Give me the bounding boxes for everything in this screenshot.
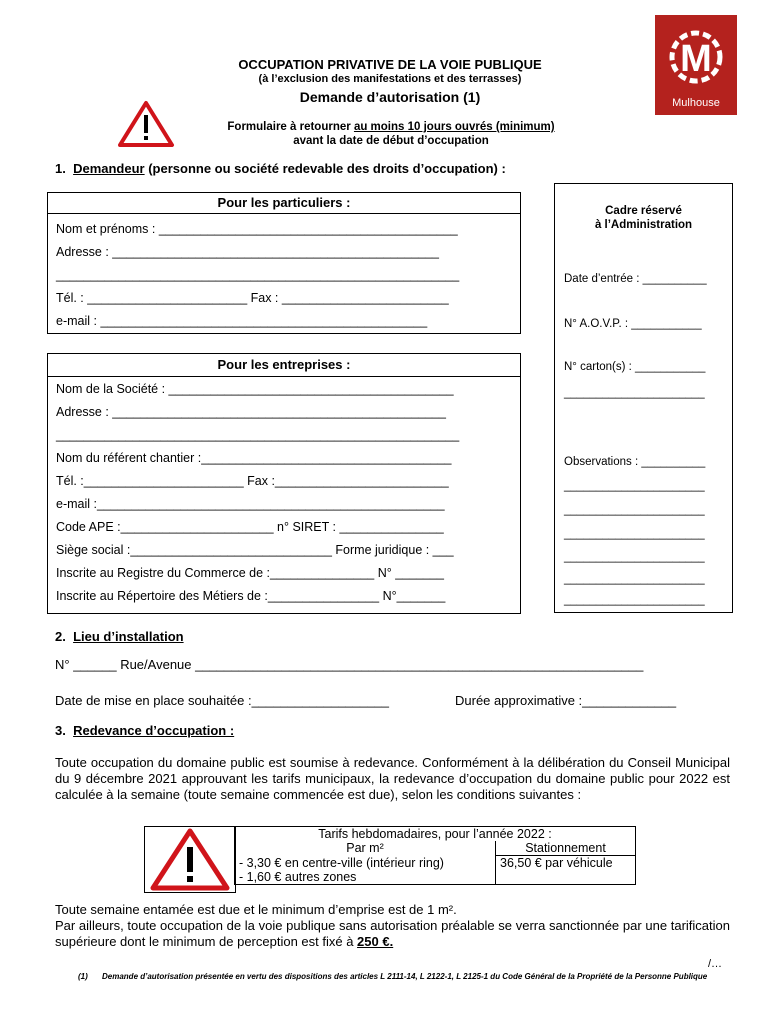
- particuliers-heading: Pour les particuliers :: [217, 195, 351, 210]
- admin-observations: Observations : __________: [564, 456, 706, 468]
- admin-line: ______________________: [564, 551, 705, 563]
- field-nom-societe[interactable]: Nom de la Société : _________________________________________: [56, 382, 454, 396]
- footnote-number: (1): [78, 972, 88, 981]
- field-date-mise-en-place[interactable]: Date de mise en place souhaitée :___________________: [55, 693, 389, 708]
- svg-text:M: M: [680, 38, 712, 80]
- tarif-col-stationnement: Stationnement: [496, 841, 636, 856]
- logo-text: Mulhouse: [672, 97, 720, 109]
- field-nom-prenoms[interactable]: Nom et prénoms : ___________________________________________: [56, 222, 458, 236]
- admin-line: ______________________: [564, 573, 705, 585]
- section2-heading: 2. Lieu d’installation: [55, 629, 184, 644]
- field-repertoire-metiers[interactable]: Inscrite au Répertoire des Métiers de :________________ N°_______: [56, 589, 446, 603]
- field-siege-forme[interactable]: Siège social :_____________________________ Forme juridique : ___: [56, 543, 454, 557]
- field-email[interactable]: e-mail : _______________________________________________: [56, 314, 428, 328]
- field-duree-approximative[interactable]: Durée approximative :_____________: [455, 693, 677, 708]
- document-subtitle: (à l’exclusion des manifestations et des terrasses): [258, 73, 522, 85]
- continuation-mark: /…: [708, 958, 723, 970]
- field-tel-fax[interactable]: Tél. : _______________________ Fax : ________________________: [56, 291, 449, 305]
- document-title: OCCUPATION PRIVATIVE DE LA VOIE PUBLIQUE: [238, 57, 542, 72]
- tarif-centre-ville: - 3,30 € en centre-ville (intérieur ring): [235, 856, 496, 871]
- closing-sanction: Par ailleurs, toute occupation de la voie publique sans autorisation préalable se verra sanctionnée par une tarification supérieure dont le minimum de perception est fixé à 250 €.: [55, 918, 730, 949]
- particuliers-box: [47, 192, 521, 334]
- field-email-societe[interactable]: e-mail :__________________________________________________: [56, 497, 445, 511]
- section1-heading: 1. Demandeur (personne ou société redevable des droits d’occupation) :: [55, 161, 506, 176]
- redevance-paragraph: Toute occupation du domaine public est soumise à redevance. Conformément à la délibération du Conseil Municipal du 9 décembre 2021 approuvant les tarifs municipaux, la redevance d’occupation du domaine public pour 2022 est calculée à la semaine (toute semaine commencée est due), selon les conditions suivantes :: [55, 755, 730, 802]
- warning-icon: [117, 100, 175, 148]
- admin-line: ______________________: [564, 387, 705, 399]
- field-adresse-societe-2[interactable]: __________________________________________________________: [56, 428, 460, 442]
- admin-cartons: N° carton(s) : ___________: [564, 361, 706, 373]
- admin-line: ______________________: [564, 528, 705, 540]
- admin-box: [554, 183, 733, 613]
- tarif-table: [234, 826, 636, 885]
- admin-line: ______________________: [564, 504, 705, 516]
- field-referent-chantier[interactable]: Nom du référent chantier :____________________________________: [56, 451, 452, 465]
- return-instruction: Formulaire à retourner au moins 10 jours ouvrés (minimum) avant la date de début d’occupation: [227, 121, 555, 147]
- admin-line: ______________________: [564, 480, 705, 492]
- tarif-col-par-m2: Par m²: [235, 841, 496, 856]
- admin-aovp: N° A.O.V.P. : ___________: [564, 318, 702, 330]
- field-tel-fax-societe[interactable]: Tél. :_______________________ Fax :_________________________: [56, 474, 449, 488]
- admin-heading: Cadre réservé à l’Administration: [594, 205, 693, 231]
- admin-line: ______________________: [564, 594, 705, 606]
- entreprises-box: [47, 353, 521, 614]
- section3-heading: 3. Redevance d’occupation :: [55, 723, 235, 738]
- admin-date-entree: Date d’entrée : __________: [564, 273, 707, 285]
- tarif-header: Tarifs hebdomadaires, pour l’année 2022 :: [235, 827, 636, 842]
- mulhouse-logo: [655, 15, 737, 115]
- closing-minimum: Toute semaine entamée est due et le minimum d’emprise est de 1 m².: [55, 902, 457, 917]
- footnote-text: Demande d’autorisation présentée en vertu des dispositions des articles L 2111-14, L 2122-1, L 2125-1 du Code Général de la Propriété de la Personne Publique: [102, 972, 708, 981]
- tarif-vehicule: 36,50 € par véhicule: [496, 856, 636, 871]
- warning-icon: [145, 827, 235, 892]
- form-title: Demande d’autorisation (1): [299, 89, 481, 105]
- field-registre-commerce[interactable]: Inscrite au Registre du Commerce de :_______________ N° _______: [56, 566, 444, 580]
- field-adresse-societe[interactable]: Adresse : ________________________________________________: [56, 405, 446, 419]
- field-numero-rue[interactable]: N° ______ Rue/Avenue ______________________________________________________________: [55, 657, 644, 672]
- field-ape-siret[interactable]: Code APE :______________________ n° SIRET : _______________: [56, 520, 444, 534]
- entreprises-heading: Pour les entreprises :: [217, 357, 351, 372]
- tarif-warning-box: [144, 826, 236, 893]
- field-adresse[interactable]: Adresse : _______________________________________________: [56, 245, 440, 259]
- field-adresse-2[interactable]: __________________________________________________________: [56, 268, 460, 282]
- tarif-autres-zones: - 1,60 € autres zones: [235, 870, 496, 885]
